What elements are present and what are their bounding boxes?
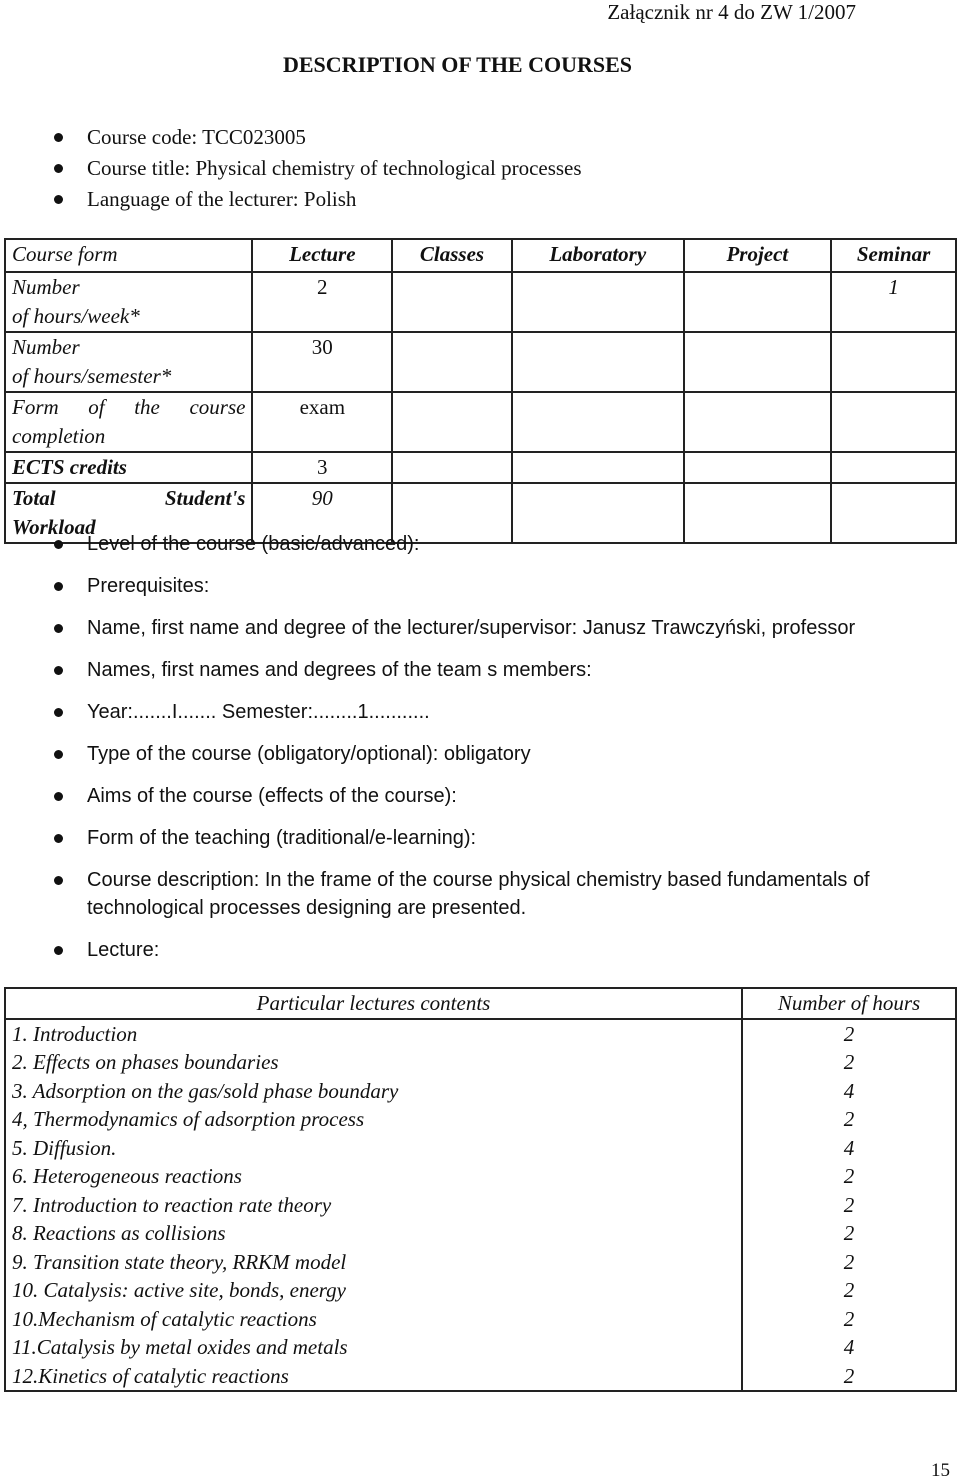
course-language: Language of the lecturer: Polish — [53, 184, 582, 215]
teaching-form: Form of the teaching (traditional/e-learning): — [53, 824, 958, 852]
course-level: Level of the course (basic/advanced): — [53, 530, 958, 558]
ects-lecture: 3 — [252, 452, 392, 483]
workload-label: Total Student's Workload — [5, 483, 252, 543]
lecture-title: 3. Adsorption on the gas/sold phase boundary — [5, 1077, 742, 1106]
hours-week-row — [5, 272, 956, 332]
completion-label: Form of the course completion — [5, 392, 252, 452]
table-row — [5, 1248, 956, 1277]
lecture-label: Lecture: — [53, 936, 958, 964]
header-laboratory: Laboratory — [512, 239, 684, 272]
lecture-hours: 2 — [742, 1019, 956, 1049]
lecture-title: 11.Catalysis by metal oxides and metals — [5, 1333, 742, 1362]
hours-week-seminar: 1 — [831, 272, 956, 332]
annex-reference: Załącznik nr 4 do ZW 1/2007 — [607, 0, 856, 24]
ects-label: ECTS credits — [5, 452, 252, 483]
ects-row — [5, 452, 956, 483]
table-row — [5, 1333, 956, 1362]
table-row — [5, 1362, 956, 1392]
lecture-title: 1. Introduction — [5, 1019, 742, 1049]
lecture-hours: 4 — [742, 1077, 956, 1106]
table-row — [5, 1105, 956, 1134]
lecture-title: 9. Transition state theory, RRKM model — [5, 1248, 742, 1277]
lectures-header-row — [5, 988, 956, 1019]
lecture-hours: 4 — [742, 1134, 956, 1163]
course-title: Course title: Physical chemistry of technological processes — [53, 153, 582, 184]
hours-semester-row — [5, 332, 956, 392]
course-form-table — [4, 238, 957, 544]
hours-semester-label: Number of hours/semester* — [5, 332, 252, 392]
table-row — [5, 1019, 956, 1049]
year-semester: Year:.......I....... Semester:........1........... — [53, 698, 958, 726]
lecture-hours: 2 — [742, 1305, 956, 1334]
hours-week-label: Number of hours/week* — [5, 272, 252, 332]
course-aims: Aims of the course (effects of the course): — [53, 782, 958, 810]
lectures-header-hours: Number of hours — [742, 988, 956, 1019]
lectures-header-contents: Particular lectures contents — [5, 988, 742, 1019]
lecture-title: 7. Introduction to reaction rate theory — [5, 1191, 742, 1220]
lecture-title: 8. Reactions as collisions — [5, 1219, 742, 1248]
table-row — [5, 1219, 956, 1248]
lecture-title: 4, Thermodynamics of adsorption process — [5, 1105, 742, 1134]
header-seminar: Seminar — [831, 239, 956, 272]
course-code: Course code: TCC023005 — [53, 122, 582, 153]
lecture-hours: 2 — [742, 1191, 956, 1220]
header-classes: Classes — [392, 239, 512, 272]
lecture-title: 12.Kinetics of catalytic reactions — [5, 1362, 742, 1392]
lecture-title: 5. Diffusion. — [5, 1134, 742, 1163]
lecture-hours: 2 — [742, 1105, 956, 1134]
table-row — [5, 1276, 956, 1305]
lecture-hours: 4 — [742, 1333, 956, 1362]
table-row — [5, 1077, 956, 1106]
workload-lecture: 90 — [252, 483, 392, 543]
course-form-header-row — [5, 239, 956, 272]
lecture-hours: 2 — [742, 1219, 956, 1248]
completion-lecture: exam — [252, 392, 392, 452]
page-title: DESCRIPTION OF THE COURSES — [283, 52, 633, 77]
course-details-list — [53, 530, 958, 978]
lecture-hours: 2 — [742, 1162, 956, 1191]
lecture-hours: 2 — [742, 1276, 956, 1305]
lecture-title: 2. Effects on phases boundaries — [5, 1048, 742, 1077]
hours-semester-lecture: 30 — [252, 332, 392, 392]
table-row — [5, 1134, 956, 1163]
team-members: Names, first names and degrees of the team s members: — [53, 656, 958, 684]
lecture-hours: 2 — [742, 1362, 956, 1392]
prerequisites: Prerequisites: — [53, 572, 958, 600]
lecture-title: 6. Heterogeneous reactions — [5, 1162, 742, 1191]
lecturer: Name, first name and degree of the lecturer/supervisor: Janusz Trawczyński, professor — [53, 614, 958, 642]
table-row — [5, 1305, 956, 1334]
course-type: Type of the course (obligatory/optional): obligatory — [53, 740, 958, 768]
lecture-title: 10.Mechanism of catalytic reactions — [5, 1305, 742, 1334]
header-course-form: Course form — [5, 239, 252, 272]
lecture-title: 10. Catalysis: active site, bonds, energy — [5, 1276, 742, 1305]
page-number: 15 — [931, 1460, 950, 1481]
table-row — [5, 1048, 956, 1077]
course-description: Course description: In the frame of the course physical chemistry based fundamentals of technological processes designing are presented. — [53, 866, 958, 922]
table-row — [5, 1191, 956, 1220]
lecture-hours: 2 — [742, 1048, 956, 1077]
completion-row — [5, 392, 956, 452]
table-row — [5, 1162, 956, 1191]
hours-week-lecture: 2 — [252, 272, 392, 332]
lectures-table — [4, 987, 957, 1392]
header-project: Project — [684, 239, 832, 272]
lecture-hours: 2 — [742, 1248, 956, 1277]
course-info-list — [53, 122, 582, 215]
header-lecture: Lecture — [252, 239, 392, 272]
